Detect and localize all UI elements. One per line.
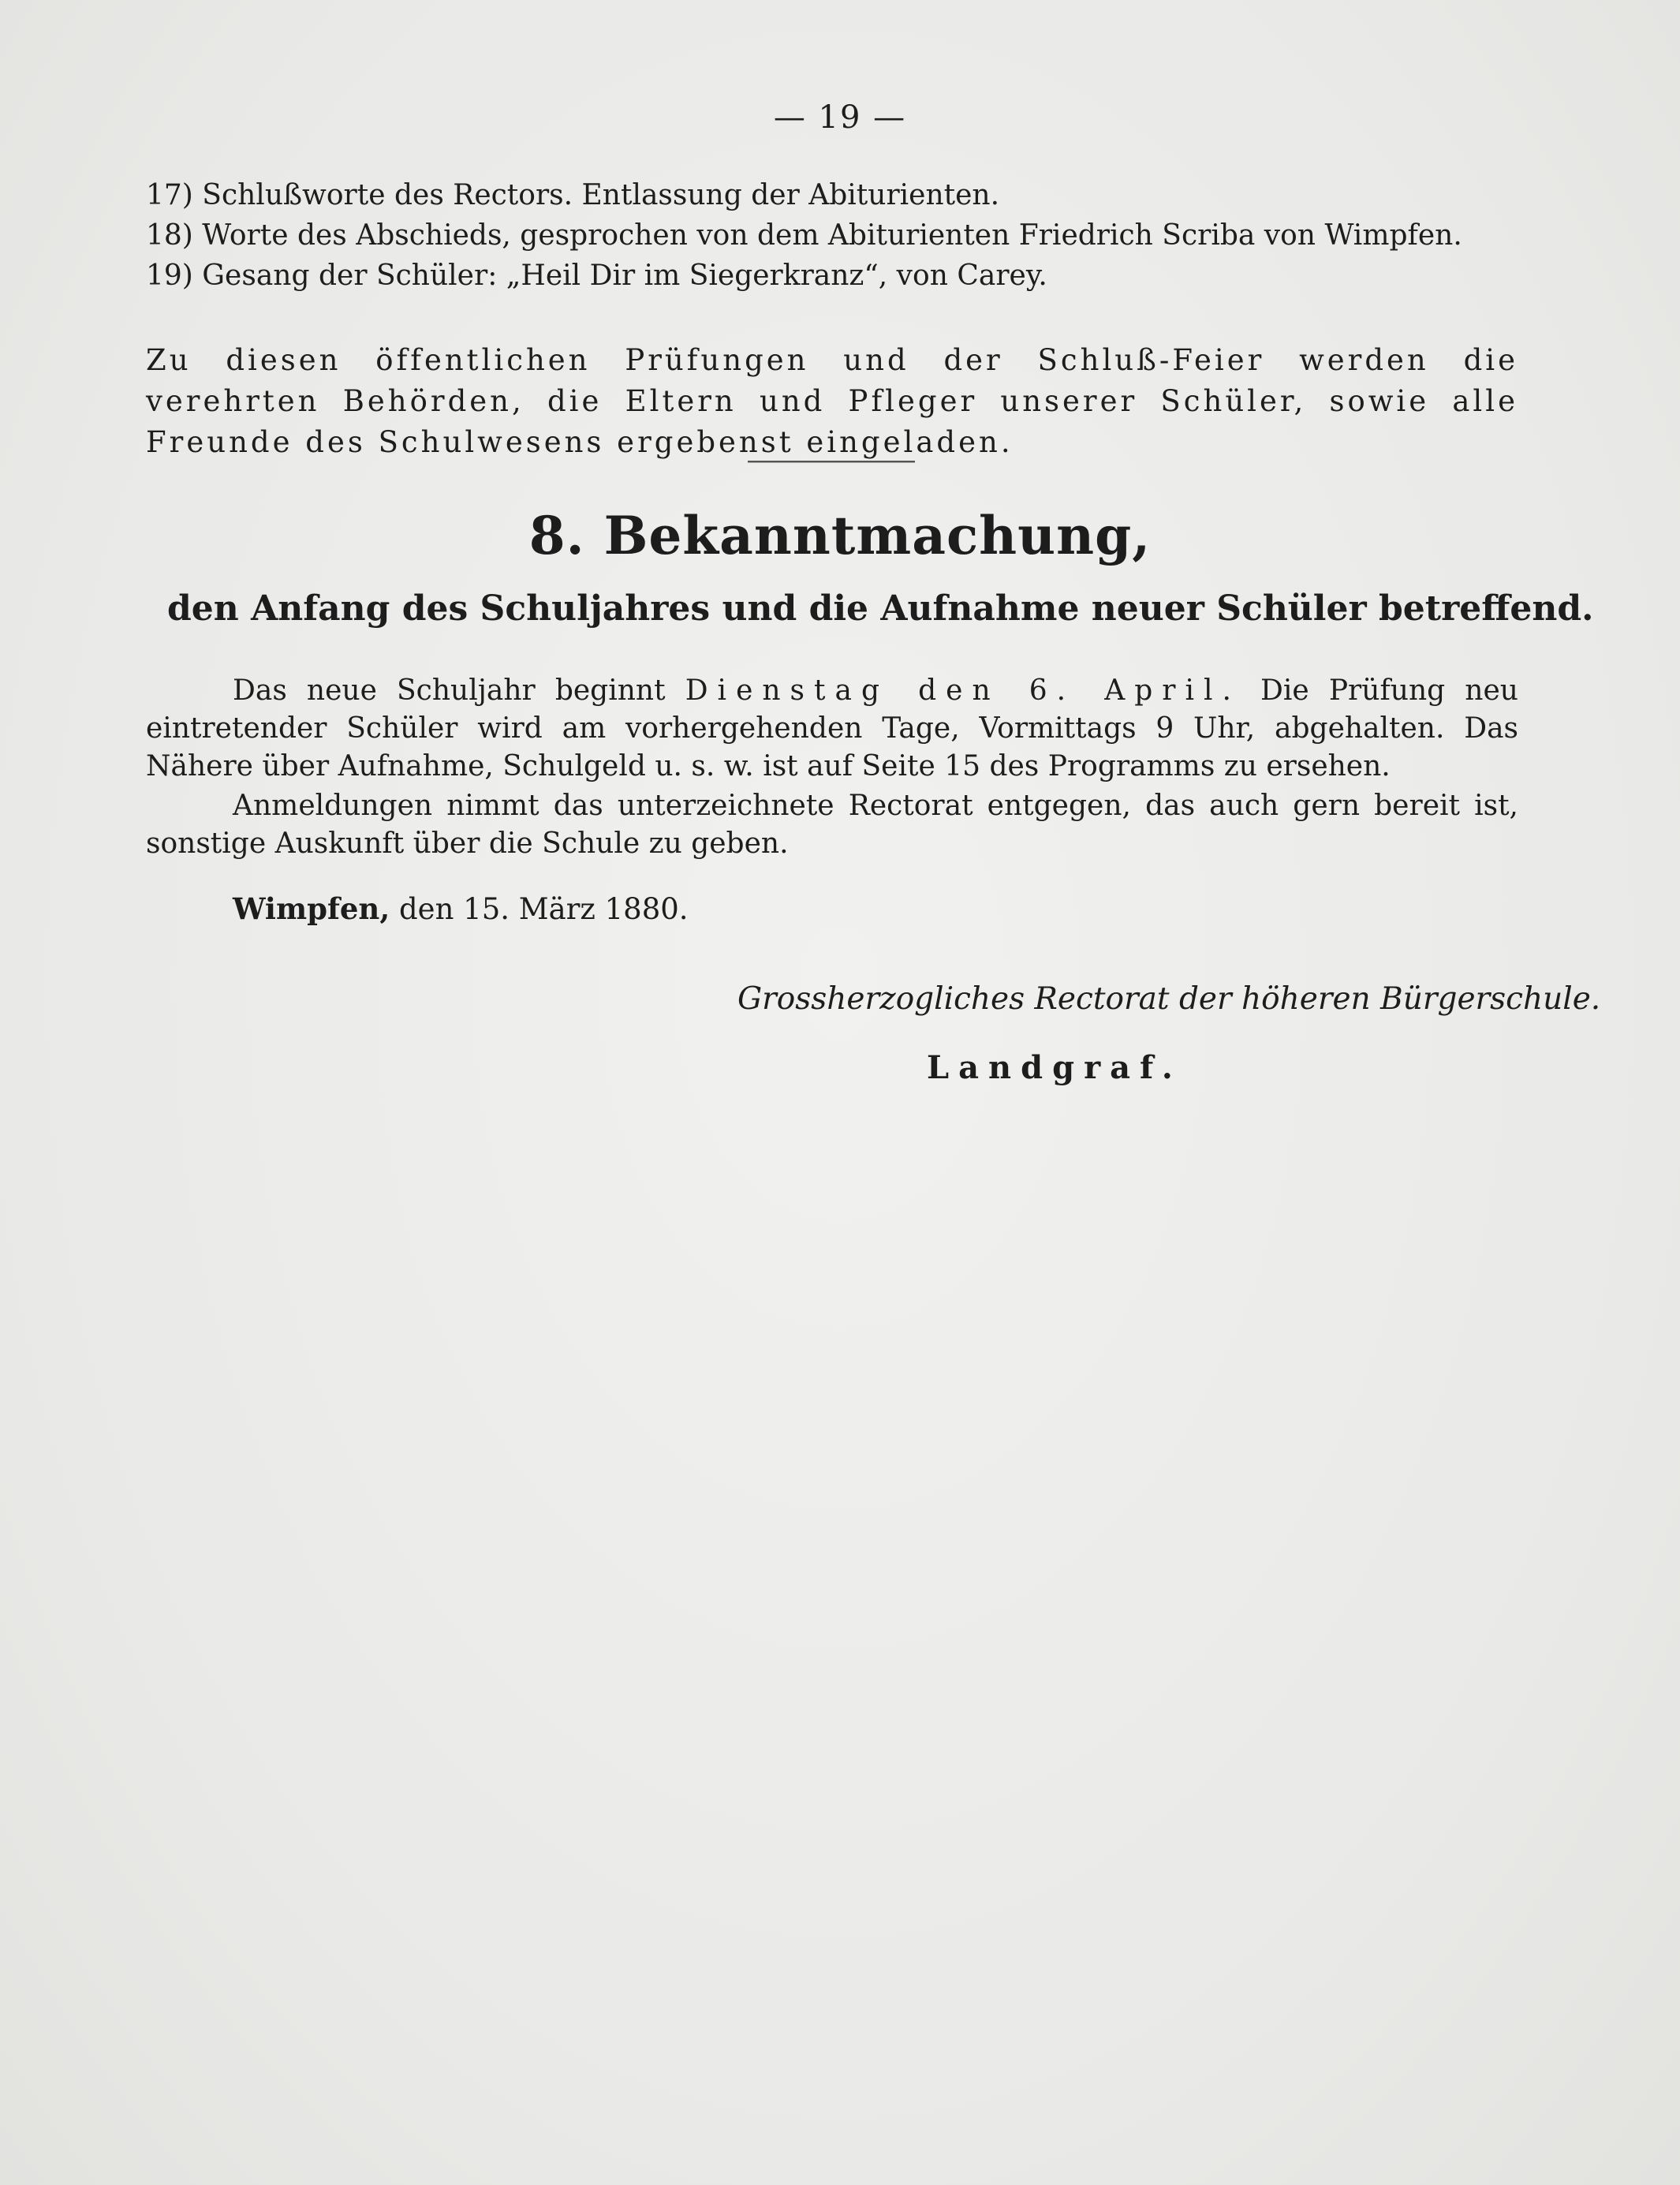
announcement-paragraph-1: [146, 672, 1518, 786]
start-date-emphasis: Dienstag den 6. April.: [685, 674, 1241, 707]
program-list: [146, 175, 1534, 296]
section-subheading: den Anfang des Schuljahres und die Aufnahme neuer Schüler betreffend.: [167, 588, 1594, 629]
section-divider: [748, 461, 915, 463]
list-item: 17) Schlußworte des Rectors. Entlassung der Abiturienten.: [146, 179, 1000, 211]
page-number: — 19 —: [773, 99, 907, 136]
invitation-paragraph: Zu diesen öffentlichen Prüfungen und der Schluß-Feier werden die verehrten Behörden, die Eltern und Pfleger unserer Schüler, sowie alle Freunde des Schulwesens ergebenst eingeladen.: [146, 343, 1518, 459]
date-text: den 15. März 1880.: [398, 892, 689, 926]
signature-name: Landgraf.: [927, 1049, 1182, 1086]
section-heading: 8. Bekanntmachung,: [528, 505, 1152, 566]
date-line: [233, 891, 689, 926]
paragraph-text: Das neue Schuljahr beginnt: [233, 674, 666, 707]
paragraph-text: Die Prüfung neu eintretender Schüler wird am vorhergehenden Tage, Vormittags 9 Uhr, abgehalten. Das Nähere über Aufnahme, Schulgeld u. s. w. ist auf Seite 15 des Programms zu ersehen.: [146, 674, 1518, 782]
date-place: Wimpfen,: [233, 891, 390, 926]
announcement-body: [146, 672, 1518, 863]
list-item: 19) Gesang der Schüler: „Heil Dir im Siegerkranz“, von Carey.: [146, 260, 1047, 292]
announcement-paragraph-2: Anmeldungen nimmt das unterzeichnete Rectorat entgegen, das auch gern bereit ist, sonstige Auskunft über die Schule zu geben.: [146, 790, 1518, 860]
list-item: 18) Worte des Abschieds, gesprochen von dem Abiturienten Friedrich Scriba von Wimpfen.: [146, 219, 1462, 252]
signature-organization: Grossherzogliches Rectorat der höheren Bürgerschule.: [737, 981, 1601, 1017]
